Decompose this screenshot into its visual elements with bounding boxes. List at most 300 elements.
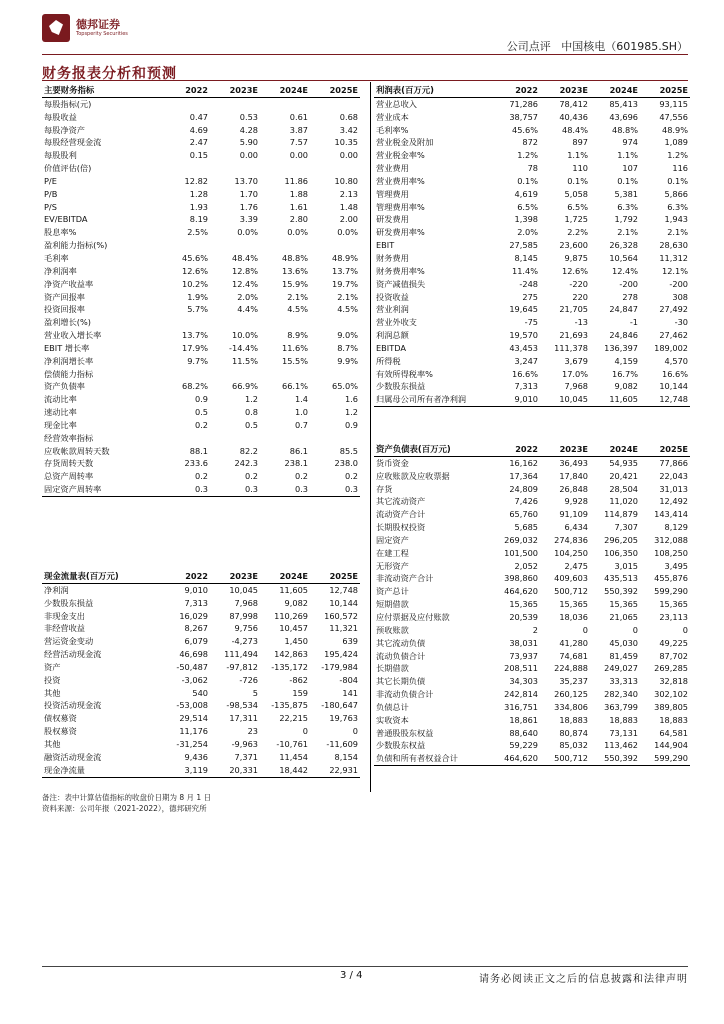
- year-header: 2025E: [640, 443, 690, 456]
- row-value: -220: [569, 278, 588, 289]
- row-label: 财务费用率%: [376, 265, 425, 276]
- row-value: -862: [289, 674, 308, 685]
- row-value: 872: [522, 137, 538, 148]
- row-label: 毛利率: [44, 252, 69, 263]
- row-value: 7,313: [514, 381, 538, 392]
- row-label: 价值评估(倍): [44, 163, 92, 174]
- row-value: 73,937: [509, 650, 538, 661]
- row-value: [310, 316, 360, 329]
- row-value: 1.48: [339, 201, 358, 212]
- row-label: 实收资本: [376, 714, 409, 725]
- table-row: [42, 329, 360, 342]
- table-row: [374, 252, 690, 265]
- row-value: 282,340: [604, 689, 638, 700]
- table-row: [42, 699, 360, 712]
- table-row: [374, 508, 690, 521]
- row-value: 35,237: [559, 676, 588, 687]
- row-value: 5,866: [664, 188, 688, 199]
- row-value: [310, 162, 360, 175]
- row-value: -200: [619, 278, 638, 289]
- row-value: 1,725: [564, 214, 588, 225]
- row-value: [160, 97, 210, 110]
- table-row: [42, 265, 360, 278]
- row-value: 106,350: [604, 547, 638, 558]
- row-value: 2,475: [564, 560, 588, 571]
- table-row: [374, 547, 690, 560]
- row-value: 10,045: [540, 393, 590, 406]
- row-value: 1.28: [189, 188, 208, 199]
- table-row: [374, 136, 690, 149]
- row-value: 5,381: [614, 188, 638, 199]
- page-number: 3 / 4: [340, 970, 363, 981]
- table-title: 现金流量表(百万元): [42, 570, 160, 583]
- row-value: 3,119: [160, 764, 210, 777]
- row-value: 3,015: [614, 560, 638, 571]
- row-value: 43,453: [509, 342, 538, 353]
- row-label: 固定资产周转率: [42, 483, 160, 496]
- row-value: 224,888: [554, 663, 588, 674]
- row-value: 11,605: [279, 584, 308, 595]
- column-divider: [370, 82, 371, 792]
- row-value: 260,125: [554, 689, 588, 700]
- report-type: 公司点评: [506, 40, 551, 53]
- row-value: -1: [629, 317, 638, 328]
- table-title: 主要财务指标: [42, 84, 160, 97]
- table-row: [42, 291, 360, 304]
- row-value: 11.5%: [231, 355, 258, 366]
- row-label: 速动比率: [44, 407, 77, 418]
- row-label: 预收账款: [376, 624, 409, 635]
- table-row: [42, 457, 360, 470]
- row-label: 营业外收支: [376, 317, 417, 328]
- table-row: [374, 342, 690, 355]
- row-value: 33,313: [609, 676, 638, 687]
- row-value: [310, 97, 360, 110]
- row-value: -135,875: [271, 700, 308, 711]
- row-value: -14.4%: [229, 342, 258, 353]
- row-label: 净利润增长率: [44, 355, 94, 366]
- row-value: 13.6%: [281, 265, 308, 276]
- table-row: [42, 432, 360, 445]
- row-value: 108,250: [654, 547, 688, 558]
- source-note: 资料来源：公司年报（2021-2022），德邦研究所: [42, 804, 207, 813]
- row-value: [260, 162, 310, 175]
- table-row: [42, 111, 360, 124]
- row-value: 1.2: [244, 394, 258, 405]
- row-value: [210, 432, 260, 445]
- row-value: 93,115: [659, 98, 688, 109]
- row-label: 普通股股东权益: [376, 727, 434, 738]
- row-value: 1.6: [344, 394, 358, 405]
- row-value: [260, 316, 310, 329]
- row-value: 10,045: [229, 584, 258, 595]
- row-value: [160, 316, 210, 329]
- balance-sheet-body: [374, 443, 690, 766]
- table-row: [42, 162, 360, 175]
- row-value: 233.6: [184, 458, 208, 469]
- row-value: 1.88: [289, 188, 308, 199]
- row-value: 12.8%: [231, 265, 258, 276]
- row-value: 1.61: [289, 201, 308, 212]
- table-row: [374, 111, 690, 124]
- row-value: -179,984: [321, 661, 358, 672]
- row-value: 21,705: [559, 304, 588, 315]
- row-value: 1.4: [294, 394, 308, 405]
- row-value: 15.5%: [281, 355, 308, 366]
- row-label: 营运资金变动: [44, 636, 94, 647]
- row-value: 9,928: [564, 496, 588, 507]
- row-value: 73,131: [609, 727, 638, 738]
- table-row: [42, 278, 360, 291]
- row-value: 26,328: [609, 240, 638, 251]
- row-value: [160, 432, 210, 445]
- row-label: 无形资产: [376, 560, 409, 571]
- row-value: 9,082: [614, 381, 638, 392]
- row-value: 5: [252, 687, 258, 698]
- row-value: 45,030: [609, 637, 638, 648]
- row-label: 其它流动资产: [376, 496, 426, 507]
- table-row: [374, 611, 690, 624]
- row-value: 48.4%: [561, 124, 588, 135]
- row-value: 64,581: [659, 727, 688, 738]
- row-value: 16.6%: [661, 368, 688, 379]
- row-value: 12.4%: [231, 278, 258, 289]
- row-value: 249,027: [604, 663, 638, 674]
- row-value: 41,280: [559, 637, 588, 648]
- row-value: 599,290: [640, 752, 690, 765]
- table-row: [374, 303, 690, 316]
- row-value: 0.3: [210, 483, 260, 496]
- row-value: 0.9: [344, 419, 358, 430]
- row-value: 111,494: [224, 649, 258, 660]
- row-label: 非流动负债合计: [376, 689, 434, 700]
- table-row: [374, 368, 690, 381]
- row-label: 每股指标(元): [44, 98, 92, 109]
- row-label: 少数股东权益: [376, 740, 426, 751]
- table-row: [374, 380, 690, 393]
- row-label: 货币资金: [376, 457, 409, 468]
- row-value: 0.2: [244, 471, 258, 482]
- table-row: [374, 560, 690, 573]
- row-value: 16.7%: [611, 368, 638, 379]
- year-header: 2024E: [260, 84, 310, 97]
- row-value: 71,286: [509, 98, 538, 109]
- row-value: -75: [524, 317, 538, 328]
- row-value: 91,109: [559, 509, 588, 520]
- row-value: 116: [672, 163, 688, 174]
- row-value: 4,570: [664, 355, 688, 366]
- row-value: 80,874: [559, 727, 588, 738]
- table-row: [374, 124, 690, 137]
- table-row: [42, 483, 360, 496]
- row-value: 7,371: [234, 751, 258, 762]
- row-label: 盈利能力指标(%): [44, 240, 108, 251]
- row-label: 非现金支出: [44, 610, 85, 621]
- row-label: 归属母公司所有者净利润: [374, 393, 490, 406]
- row-label: 每股经营现金流: [44, 137, 102, 148]
- table-row: [374, 637, 690, 650]
- row-value: 17,840: [559, 470, 588, 481]
- row-label: 财务费用: [376, 252, 409, 263]
- row-value: 1.2: [344, 407, 358, 418]
- table-row: [42, 188, 360, 201]
- table-row: [42, 175, 360, 188]
- row-value: [160, 368, 210, 381]
- row-value: 389,805: [654, 701, 688, 712]
- row-value: 12,748: [329, 584, 358, 595]
- row-value: 22,931: [310, 764, 360, 777]
- row-value: 29,514: [179, 713, 208, 724]
- row-value: 27,462: [659, 330, 688, 341]
- row-value: 10,564: [609, 252, 638, 263]
- row-label: EBIT: [376, 240, 395, 251]
- row-value: 3.42: [339, 124, 358, 135]
- row-value: 435,513: [604, 573, 638, 584]
- row-label: EBITDA: [376, 342, 406, 353]
- row-value: 0: [302, 726, 308, 737]
- row-value: 16,029: [179, 610, 208, 621]
- row-value: 0: [632, 624, 638, 635]
- table-row: [42, 342, 360, 355]
- row-value: 312,088: [654, 534, 688, 545]
- row-value: 2.47: [189, 137, 208, 148]
- row-value: 6.3%: [667, 201, 688, 212]
- row-label: 营业税金及附加: [376, 137, 434, 148]
- table-row: [374, 470, 690, 483]
- row-value: 45.6%: [181, 252, 208, 263]
- row-value: [310, 239, 360, 252]
- row-value: 11.6%: [281, 342, 308, 353]
- table-row: [374, 162, 690, 175]
- table-row: [374, 688, 690, 701]
- table-row: [374, 97, 690, 110]
- row-value: 1.2%: [517, 150, 538, 161]
- row-value: 18,883: [609, 714, 638, 725]
- row-label: 在建工程: [376, 547, 409, 558]
- row-value: [160, 162, 210, 175]
- row-value: 0.0%: [337, 227, 358, 238]
- table-title: 利润表(百万元): [374, 84, 490, 97]
- year-header: 2024E: [590, 443, 640, 456]
- table-header-row: [42, 570, 360, 583]
- row-label: 固定资产: [376, 534, 409, 545]
- row-value: 2.1%: [617, 227, 638, 238]
- row-value: 0.8: [244, 407, 258, 418]
- row-value: 141: [342, 687, 358, 698]
- row-value: 269,285: [654, 663, 688, 674]
- row-label: 盈利增长(%): [44, 317, 91, 328]
- row-value: 110: [572, 163, 588, 174]
- row-label: 经营效率指标: [44, 432, 94, 443]
- valuation-note: 备注：表中计算估值指标的收盘价日期为 8 月 1 日: [42, 793, 212, 802]
- row-value: [210, 368, 260, 381]
- row-value: 334,806: [554, 701, 588, 712]
- table-row: [374, 585, 690, 598]
- row-value: 4,619: [514, 188, 538, 199]
- row-value: 22,043: [659, 470, 688, 481]
- row-label: 资产减值损失: [376, 278, 426, 289]
- row-value: 9,010: [490, 393, 540, 406]
- row-value: 9,082: [284, 597, 308, 608]
- row-value: -53,008: [176, 700, 208, 711]
- logo-en: Topsperity Securities: [76, 31, 128, 37]
- table-row: [42, 97, 360, 110]
- row-value: 15.9%: [281, 278, 308, 289]
- row-label: 股息率%: [44, 227, 77, 238]
- row-value: 8,154: [334, 751, 358, 762]
- row-value: 65.0%: [331, 381, 358, 392]
- row-value: 45.6%: [511, 124, 538, 135]
- row-value: 88,640: [509, 727, 538, 738]
- table-row: [374, 149, 690, 162]
- row-value: 7,313: [184, 597, 208, 608]
- row-value: 34,303: [509, 676, 538, 687]
- row-value: 12.1%: [661, 265, 688, 276]
- row-value: 28,504: [609, 483, 638, 494]
- income-statement-table: [374, 84, 690, 407]
- row-value: 3.87: [289, 124, 308, 135]
- row-value: 24,846: [609, 330, 638, 341]
- row-value: [260, 239, 310, 252]
- row-value: -13: [574, 317, 588, 328]
- row-label: P/B: [44, 188, 58, 199]
- table-row: [42, 470, 360, 483]
- row-value: 9,010: [184, 584, 208, 595]
- row-value: [260, 432, 310, 445]
- row-value: 11,312: [659, 252, 688, 263]
- table-row: [374, 239, 690, 252]
- row-label: 营业成本: [376, 111, 409, 122]
- table-row: [374, 278, 690, 291]
- row-label: 融资活动现金流: [44, 751, 102, 762]
- row-value: 195,424: [324, 649, 358, 660]
- row-value: 5.90: [239, 137, 258, 148]
- row-value: 6.5%: [517, 201, 538, 212]
- row-value: 0.9: [194, 394, 208, 405]
- table-row: [374, 456, 690, 469]
- row-value: 8,267: [184, 623, 208, 634]
- year-header: 2023E: [540, 443, 590, 456]
- row-value: 144,904: [654, 740, 688, 751]
- row-value: 0.1%: [567, 175, 588, 186]
- row-value: 7,968: [234, 597, 258, 608]
- table-row: [42, 419, 360, 432]
- table-row: [374, 291, 690, 304]
- row-value: 159: [292, 687, 308, 698]
- row-value: 0.1%: [517, 175, 538, 186]
- row-value: 3,495: [664, 560, 688, 571]
- row-label: 长期股权投资: [376, 522, 426, 533]
- row-value: 4.5%: [337, 304, 358, 315]
- row-label: 现金净流量: [42, 764, 160, 777]
- row-value: 114,879: [604, 509, 638, 520]
- row-value: 9.0%: [337, 330, 358, 341]
- row-value: 8,129: [664, 522, 688, 533]
- row-value: 12.4%: [611, 265, 638, 276]
- row-value: 2.5%: [187, 227, 208, 238]
- row-value: 19,570: [509, 330, 538, 341]
- row-label: 少数股东损益: [376, 381, 426, 392]
- row-value: 464,620: [504, 586, 538, 597]
- row-value: 455,876: [654, 573, 688, 584]
- row-label: 非经营收益: [44, 623, 85, 634]
- logo-text: [76, 18, 128, 38]
- row-label: 投资收益: [376, 291, 409, 302]
- row-value: 16.6%: [511, 368, 538, 379]
- row-label: 营业利润: [376, 304, 409, 315]
- row-value: 113,462: [604, 740, 638, 751]
- row-label: 偿债能力指标: [44, 368, 94, 379]
- row-value: 0.47: [189, 111, 208, 122]
- row-value: 43,696: [609, 111, 638, 122]
- row-label: 营业收入增长率: [44, 330, 102, 341]
- table-row: [374, 329, 690, 342]
- row-value: -11,609: [326, 738, 358, 749]
- row-value: 48.8%: [611, 124, 638, 135]
- row-value: 12.6%: [181, 265, 208, 276]
- row-value: [260, 97, 310, 110]
- year-header: 2022: [160, 570, 210, 583]
- row-value: 11,321: [329, 623, 358, 634]
- row-value: 0.53: [239, 111, 258, 122]
- row-label: 所得税: [376, 355, 401, 366]
- year-header: 2022: [160, 84, 210, 97]
- row-value: 278: [622, 291, 638, 302]
- row-value: 1,089: [664, 137, 688, 148]
- row-label: P/S: [44, 201, 57, 212]
- table-header-row: [374, 84, 690, 97]
- row-value: 10.2%: [181, 278, 208, 289]
- row-value: 20,539: [509, 611, 538, 622]
- row-value: 10.0%: [231, 330, 258, 341]
- row-value: 110,269: [274, 610, 308, 621]
- row-value: 0.3: [160, 483, 210, 496]
- row-value: 0.2: [194, 471, 208, 482]
- row-label: 投资: [44, 674, 61, 685]
- title-divider: [42, 80, 688, 81]
- row-value: 5,685: [514, 522, 538, 533]
- row-value: 85,413: [609, 98, 638, 109]
- row-value: 10,144: [329, 597, 358, 608]
- year-header: 2025E: [640, 84, 690, 97]
- row-label: 资产: [44, 661, 61, 672]
- row-label: 存货: [376, 483, 393, 494]
- row-value: -97,812: [226, 661, 258, 672]
- table-row: [42, 725, 360, 738]
- table-row: [42, 226, 360, 239]
- row-value: 13.7%: [331, 265, 358, 276]
- row-value: 0.1%: [667, 175, 688, 186]
- row-value: 639: [342, 636, 358, 647]
- row-value: 21,693: [559, 330, 588, 341]
- row-value: 48.9%: [661, 124, 688, 135]
- row-value: 13.70: [234, 175, 258, 186]
- row-value: -31,254: [176, 738, 208, 749]
- row-value: 4,159: [614, 355, 638, 366]
- row-value: 1,450: [284, 636, 308, 647]
- row-value: -248: [519, 278, 538, 289]
- row-label: 营业总收入: [376, 98, 417, 109]
- year-header: 2023E: [210, 84, 260, 97]
- row-label: 流动资产合计: [376, 509, 426, 520]
- table-row: [374, 521, 690, 534]
- table-row: [374, 188, 690, 201]
- row-value: 8.19: [189, 214, 208, 225]
- row-value: 0.00: [239, 150, 258, 161]
- row-value: 81,459: [609, 650, 638, 661]
- key-indicators-table: [42, 84, 360, 497]
- footer-divider: [42, 966, 688, 967]
